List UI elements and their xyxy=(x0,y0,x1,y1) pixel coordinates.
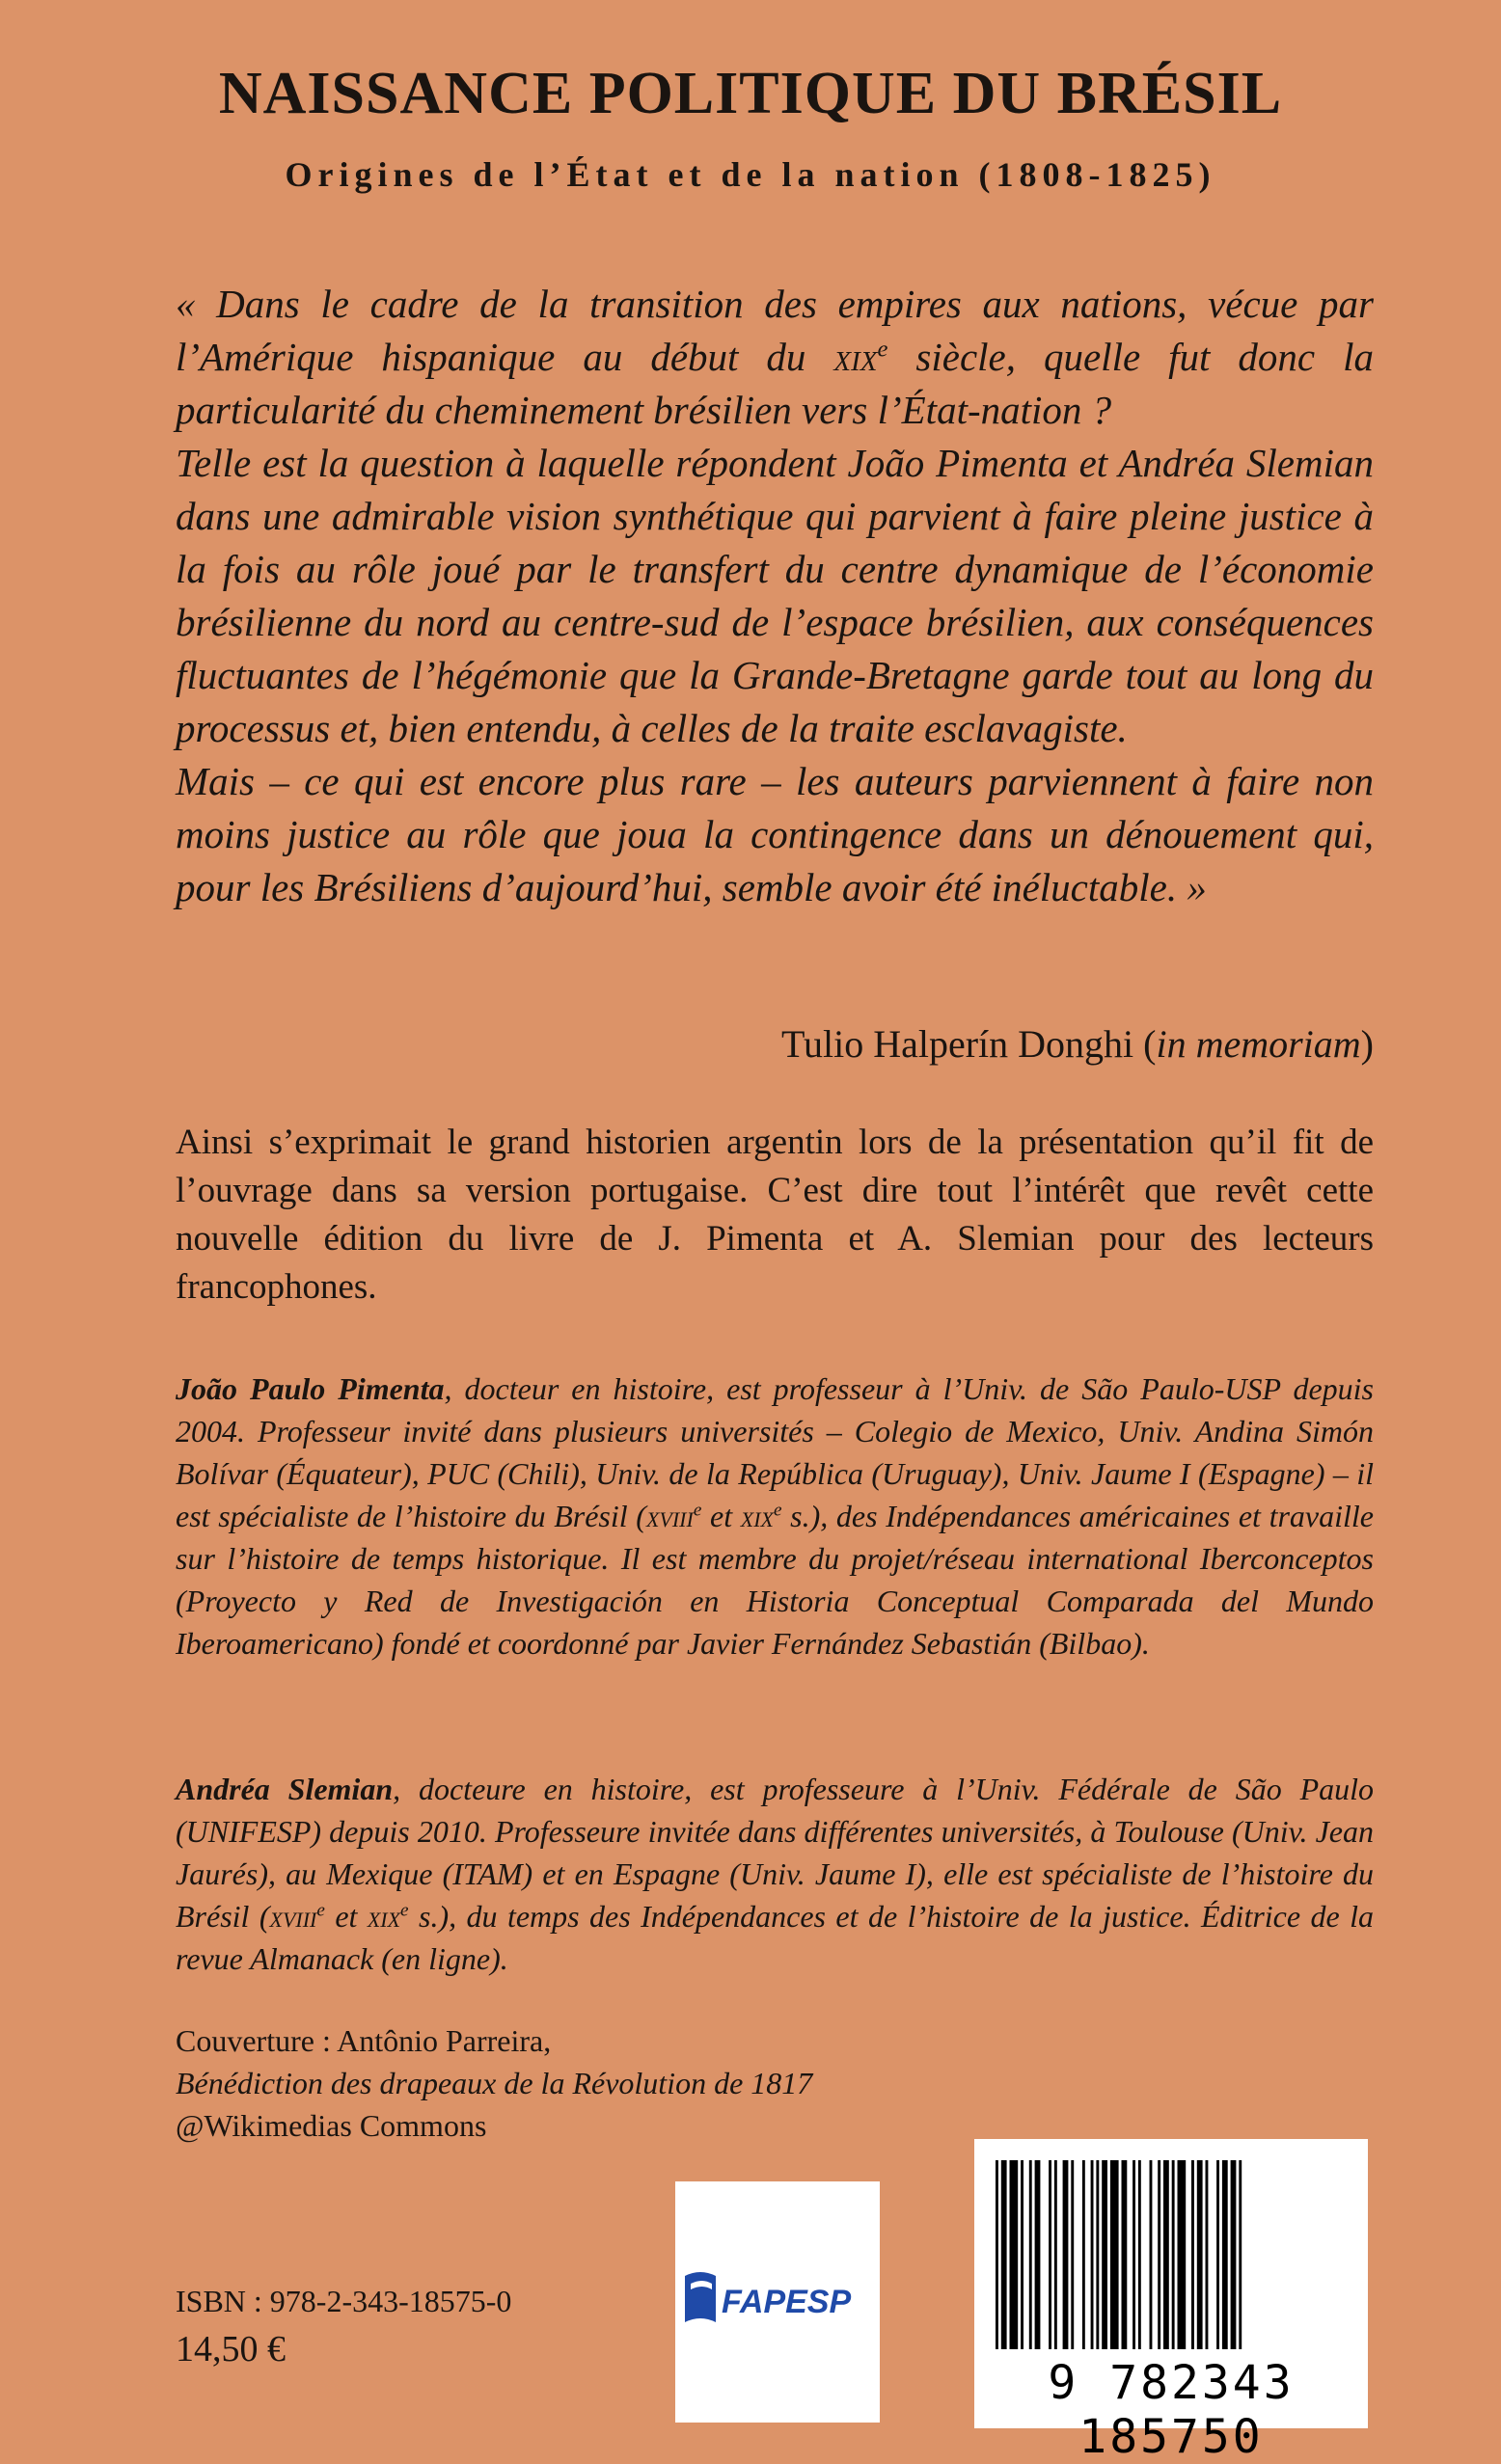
price: 14,50 € xyxy=(176,2329,286,2369)
barcode-bar xyxy=(1010,2160,1019,2349)
barcode-bar xyxy=(1163,2160,1169,2349)
barcode-bar xyxy=(1158,2160,1160,2349)
barcode-number: 9 782343 185750 xyxy=(1048,2356,1295,2464)
superscript: e xyxy=(877,336,888,363)
barcode-bar xyxy=(1197,2160,1203,2349)
barcode-bar xyxy=(1021,2160,1023,2349)
credit-line-1: Couverture : Antônio Parreira, xyxy=(176,2023,552,2058)
author-bio-slemian xyxy=(176,1768,1374,1980)
barcode-bar xyxy=(1063,2160,1069,2349)
barcode-bar xyxy=(1102,2160,1107,2349)
cover-credits xyxy=(176,2019,812,2147)
barcode-bar xyxy=(1138,2160,1141,2349)
author-close: ) xyxy=(1360,1022,1374,1066)
bio-name: João Paulo Pimenta xyxy=(176,1371,445,1406)
bio-mid: et xyxy=(701,1499,741,1533)
barcode-bar xyxy=(1054,2160,1057,2349)
barcode-bar xyxy=(1091,2160,1094,2349)
intro-paragraph xyxy=(176,1119,1374,1312)
fapesp-logo xyxy=(675,2181,880,2423)
superscript: e xyxy=(773,1500,782,1521)
barcode-bar xyxy=(1222,2160,1228,2349)
barcode-bar xyxy=(1191,2160,1194,2349)
bio-text-b: s.), du temps des Indépendances et de l’histoire de la justice. Éditrice de la revue Almanack (en ligne). xyxy=(176,1899,1375,1976)
quote-paragraph-3: Mais – ce qui est encore plus rare – les auteurs parviennent à faire non moins justice au rôle que joua la contingence dans un dénouement qui, pour les Brésiliens d’aujourd’hui, semble avoir été inéluctable. » xyxy=(176,759,1374,909)
author-bio-pimenta xyxy=(176,1367,1374,1665)
century-numeral: xix xyxy=(833,335,878,379)
century-numeral: xix xyxy=(740,1499,774,1533)
superscript: e xyxy=(316,1900,325,1921)
blurb-quote xyxy=(176,278,1374,914)
barcode-bar xyxy=(1096,2160,1099,2349)
barcode-bar xyxy=(1049,2160,1051,2349)
barcode-bar xyxy=(1231,2160,1237,2349)
bio-mid: et xyxy=(324,1899,368,1934)
quote-paragraph-2: Telle est la question à laquelle répondent João Pimenta et Andréa Slemian dans une admirable vision synthétique qui parvient à faire pleine justice à la fois au rôle joué par le transfert du centre dynamique de l’économie brésilienne du nord au centre-sud de l’espace brésilien, aux conséquences fluctuantes de l’hégémonie que la Grande-Bretagne garde tout au long du processus et, bien entendu, à celles de la traite esclavagiste. xyxy=(176,441,1374,750)
credit-line-3: @Wikimedias Commons xyxy=(176,2108,487,2143)
bio-text xyxy=(176,1367,1374,1665)
century-numeral: xviii xyxy=(645,1499,694,1533)
book-subtitle: Origines de l’État et de la nation (1808-1825) xyxy=(285,155,1216,194)
quote-text: siècle, quelle fut donc la particularité du cheminement brésilien vers l’État-nation ? xyxy=(176,335,1374,432)
superscript: e xyxy=(400,1900,409,1921)
book-title: NAISSANCE POLITIQUE DU BRÉSIL xyxy=(218,61,1283,126)
barcode-bar xyxy=(996,2160,998,2349)
credit-line-2: Bénédiction des drapeaux de la Révolution de 1817 xyxy=(176,2066,813,2100)
barcode-bar xyxy=(1110,2160,1119,2349)
fapesp-logo-icon xyxy=(683,2266,872,2336)
superscript: e xyxy=(693,1500,702,1521)
quote-author xyxy=(781,1021,1374,1067)
bio-text-a: , docteur en histoire, est professeur à l’Univ. de São Paulo-USP depuis 2004. Professeur invité dans plusieurs universités – Colegio de Mexico, Univ. Andina Simón Bolívar (Équateur), PUC (Chili), Univ. de la República (Uruguay), Univ. Jaume I (Espagne) – il est spécialiste de l’histoire du Brésil ( xyxy=(176,1371,1375,1533)
bio-text-a: , docteure en histoire, est professeure à l’Univ. Fédérale de São Paulo (UNIFESP) depuis 2010. Professeure invitée dans différentes universités, à Toulouse (Univ. Jean Jaurés), au Mexique (ITAM) et en Espagne (Univ. Jaume I), elle est spécialiste de l’histoire du Brésil ( xyxy=(176,1772,1375,1934)
isbn: ISBN : 978-2-343-18575-0 xyxy=(176,2284,512,2318)
barcode xyxy=(974,2139,1368,2464)
intro-text: Ainsi s’exprimait le grand historien argentin lors de la présentation qu’il fit de l’ouvrage dans sa version portugaise. C’est dire tout l’intérêt que revêt cette nouvelle édition du livre de J. Pimenta et A. Slemian pour des lecteurs francophones. xyxy=(176,1123,1374,1307)
bio-text xyxy=(176,1768,1374,1980)
barcode-bar xyxy=(1172,2160,1175,2349)
barcode-bar xyxy=(1206,2160,1209,2349)
bio-text-b: s.), des Indépendances américaines et travaille sur l’histoire de temps historique. Il est membre du projet/réseau international Iberconceptos (Proyecto y Red de Investigación en Historia Conceptual Comparada del Mundo Iberoamericano) fondé et coordonné par Javier Fernández Sebastián (Bilbao). xyxy=(176,1499,1375,1661)
century-numeral: xix xyxy=(367,1899,401,1934)
author-name: Tulio Halperín Donghi ( xyxy=(780,1022,1157,1066)
barcode-bar xyxy=(1239,2160,1242,2349)
barcode-bar xyxy=(1082,2160,1085,2349)
barcode-bar xyxy=(1071,2160,1074,2349)
barcode-bar xyxy=(1001,2160,1007,2349)
barcode-bar xyxy=(1122,2160,1128,2349)
barcode-bar xyxy=(1178,2160,1187,2349)
barcode-bar xyxy=(1035,2160,1041,2349)
barcode-bar xyxy=(1029,2160,1032,2349)
barcode-bar xyxy=(1150,2160,1153,2349)
logo-text: FAPESP xyxy=(722,2284,852,2320)
quote-paragraph-1 xyxy=(176,278,1374,437)
barcode-bar xyxy=(1133,2160,1135,2349)
author-note: in memoriam xyxy=(1156,1022,1361,1066)
bio-name: Andréa Slemian xyxy=(176,1772,394,1806)
barcode-bar xyxy=(1216,2160,1219,2349)
barcode-bars xyxy=(996,2160,1347,2349)
quote-text: « Dans le cadre de la transition des empires aux nations, vécue par l’Amérique hispanique au début du xyxy=(176,282,1374,379)
century-numeral: xviii xyxy=(269,1899,317,1934)
